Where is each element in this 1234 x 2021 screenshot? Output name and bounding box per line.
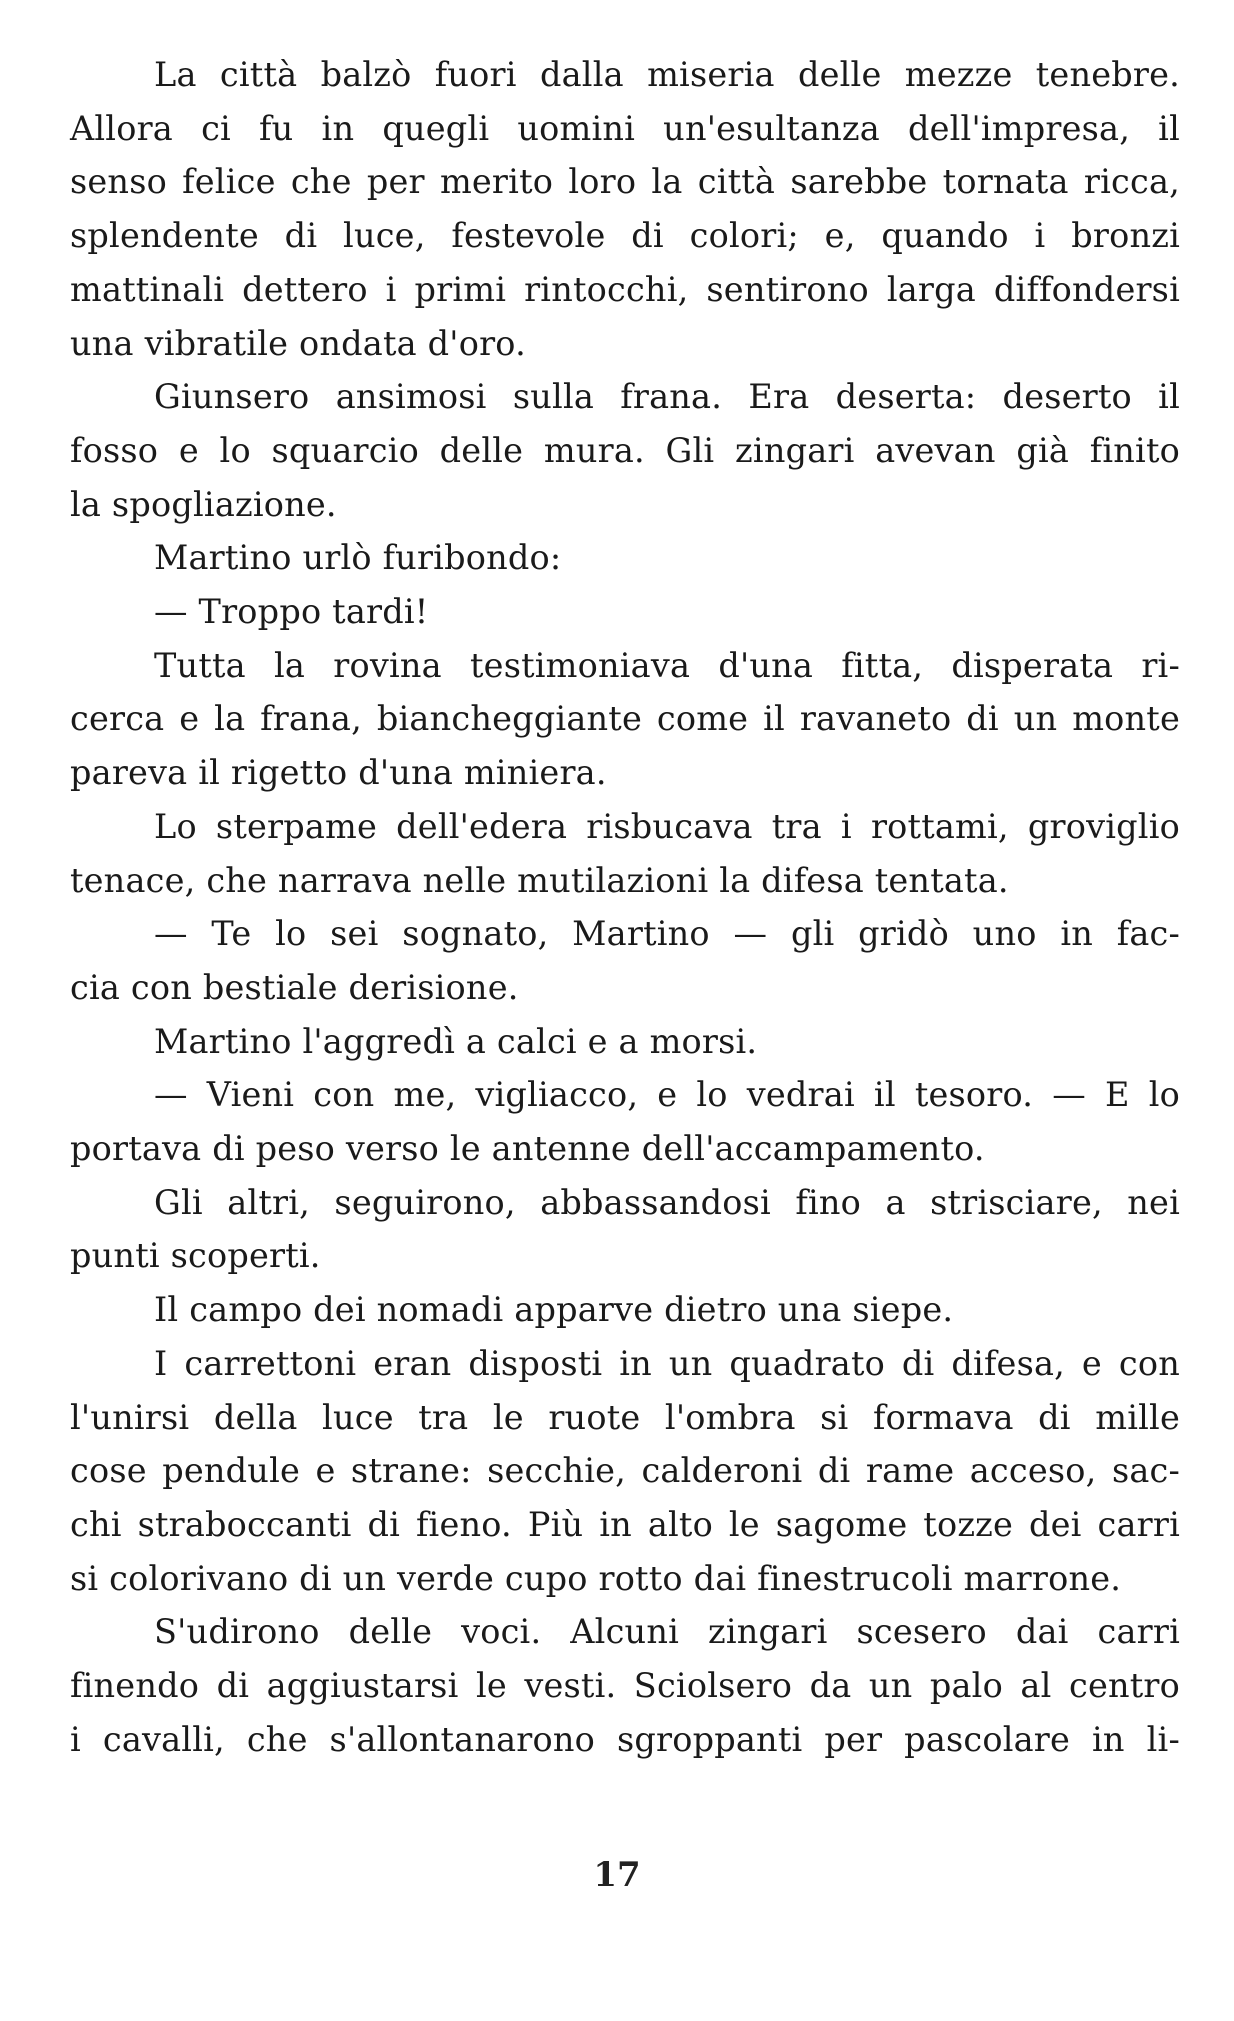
text-line: senso felice che per merito loro la città sarebbe tornata ricca, <box>70 162 1180 202</box>
text-line: fosso e lo squarcio delle mura. Gli zingari avevan già finito <box>70 430 1180 470</box>
text-line: finendo di aggiustarsi le vesti. Sciolsero da un palo al centro <box>70 1666 1180 1706</box>
text-line: portava di peso verso le antenne dell'accampamento. <box>70 1129 985 1169</box>
text-line: Martino l'aggredì a calci e a morsi. <box>154 1021 758 1061</box>
text-line: La città balzò fuori dalla miseria delle mezze tenebre. <box>154 55 1180 94</box>
text-line: S'udirono delle voci. Alcuni zingari scesero dai carri <box>154 1612 1180 1652</box>
text-line: i cavalli, che s'allontanarono sgroppanti per pascolare in li- <box>70 1719 1180 1759</box>
text-line: Lo sterpame dell'edera risbucava tra i rottami, groviglio <box>154 806 1180 846</box>
page-number: 17 <box>593 1855 641 1895</box>
text-line: mattinali dettero i primi rintocchi, sentirono larga diffondersi <box>70 269 1180 309</box>
text-line: cerca e la frana, biancheggiante come il ravaneto di un monte <box>70 699 1180 739</box>
text-line: I carrettoni eran disposti in un quadrato di difesa, e con <box>154 1343 1180 1383</box>
text-line: — Te lo sei sognato, Martino — gli gridò uno in fac- <box>154 914 1180 954</box>
text-line: Il campo dei nomadi apparve dietro una siepe. <box>154 1290 954 1330</box>
text-line: chi straboccanti di fieno. Più in alto le sagome tozze dei carri <box>70 1504 1180 1544</box>
text-line: tenace, che narrava nelle mutilazioni la difesa tentata. <box>70 860 1009 900</box>
text-line: cia con bestiale derisione. <box>70 967 519 1007</box>
text-line: pareva il rigetto d'una miniera. <box>70 753 607 793</box>
text-line: Gli altri, seguirono, abbassandosi fino a strisciare, nei <box>154 1182 1180 1222</box>
text-line: Martino urlò furibondo: <box>154 538 562 578</box>
text-line: — Troppo tardi! <box>154 592 429 632</box>
text-line: Allora ci fu in quegli uomini un'esultanza dell'impresa, il <box>70 108 1180 148</box>
text-line: l'unirsi della luce tra le ruote l'ombra si formava di mille <box>70 1397 1180 1437</box>
text-line: la spogliazione. <box>70 484 337 524</box>
text-line: — Vieni con me, vigliacco, e lo vedrai il tesoro. — E lo <box>154 1075 1180 1115</box>
text-line: cose pendule e strane: secchie, calderoni di rame acceso, sac- <box>70 1451 1180 1491</box>
text-line: Giunsero ansimosi sulla frana. Era deserta: deserto il <box>154 377 1180 417</box>
text-line: una vibratile ondata d'oro. <box>70 323 526 363</box>
body-text <box>70 48 1180 1767</box>
text-line: punti scoperti. <box>70 1236 321 1276</box>
text-line: Tutta la rovina testimoniava d'una fitta, disperata ri- <box>154 645 1180 685</box>
text-line: si colorivano di un verde cupo rotto dai finestrucoli marrone. <box>70 1558 1122 1598</box>
text-line: splendente di luce, festevole di colori; e, quando i bronzi <box>70 216 1180 256</box>
